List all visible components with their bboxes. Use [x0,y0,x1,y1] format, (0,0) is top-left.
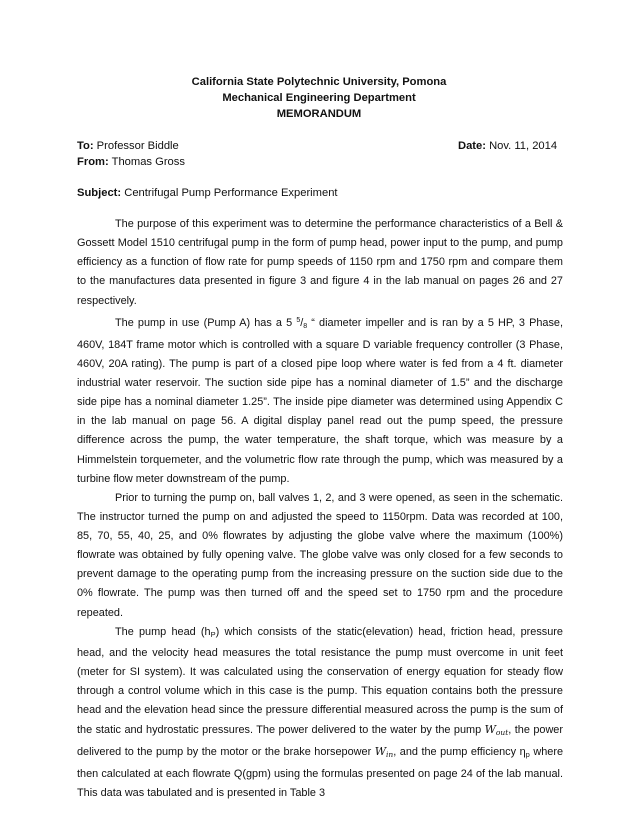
date-value: Nov. 11, 2014 [489,140,558,152]
paragraph-calc-text-a: The pump head (h [115,625,211,638]
date-line [458,138,557,154]
fraction-separator: / [300,316,304,329]
paragraph-pump-text-a: The pump in use (Pump A) has a 5 [115,316,293,329]
document-type: MEMORANDUM [276,108,362,120]
power-out-symbol [485,723,509,736]
university-name: California State Polytechnic University, Pomona [191,76,447,88]
power-in-letter: W [374,745,387,759]
power-in-symbol [375,745,394,758]
from-label: From: [77,156,109,168]
subject-value: Centrifugal Pump Performance Experiment [124,187,338,199]
pump-head-subscript: P [210,629,216,639]
paragraph-calc-text-c: , the power delivered to the pump by the motor or the brake horsepower [77,724,563,759]
fraction-numerator: 5 [296,316,301,324]
date-label: Date: [458,140,486,152]
to-label: To: [77,140,94,152]
paragraph-calc-text-b: ) which consists of the static(elevation) head, friction head, pressure head, and the velocity head measures the total resistance the pump must overcome in unit feet (meter for SI system). It was calculated using the conservation of energy equation for steady flow through a control volume which in this case is the pump. This equation contains both the pressure head and the elevation head since the pressure differential measured across the pump is the sum of the static and hydrostatic pressures. The power delivered to the water by the pump [77,625,563,737]
from-line [77,154,185,170]
fraction-denominator: 8 [303,322,308,330]
paragraph-calc-text-e: where then calculated at each flowrate Q(gpm) using the formulas presented on page 24 of the lab manual. This data was tabulated and is presented in Table 3 [77,746,564,799]
paragraph-pump-description [77,311,563,489]
paragraph-calculations [77,623,563,803]
to-value: Professor Biddle [96,140,179,152]
efficiency-subscript: p [525,750,530,760]
department-name: Mechanical Engineering Department [222,92,416,104]
paragraph-pump-text-b: “ diameter impeller and is ran by a 5 HP, 3 Phase, 460V, 184T frame motor which is controlled with a square D variable frequency controller (3 Phase, 460V, 20A rating). The pump is part of a closed pipe loop where water is fed from a 4 ft. diameter industrial water reservoir. The suction side pipe has a nominal diameter of 1.5” and the discharge side pipe has a nominal diameter 1.25”. The inside pipe diameter was determined using Appendix C in the lab manual on page 56. A digital display panel read out the pump speed, the pressure difference across the pump, the water temperature, the shaft torque, which was measure by a Himmelstein torquemeter, and the volumetric flow rate through the pump, which was measured by a turbine flow meter downstream of the pump. [77,316,564,485]
paragraph-purpose: The purpose of this experiment was to determine the performance characteristics of a Bell & Gossett Model 1510 centrifugal pump in the form of pump head, power input to the pump, and pump efficiency as a function of flow rate for pump speeds of 1150 rpm and 1750 rpm and compare them to the manufactures data presented in figure 3 and figure 4 in the lab manual on pages 26 and 27 respectively. [77,218,563,307]
subject-line [77,185,338,201]
memo-body [77,215,563,803]
paragraph-procedure: Prior to turning the pump on, ball valves 1, 2, and 3 were opened, as seen in the schematic. The instructor turned the pump on and adjusted the speed to 1150rpm. Data was recorded at 100, 85, 70, 55, 40, 25, and 0% flowrates by adjusting the globe valve where the maximum (100%) flowrate was obtained by fully opening valve. The globe valve was only closed for a few seconds to prevent damage to the operating pump from the increasing pressure on the suction side due to the 0% flowrate. The pump was then turned off and the speed set to 1750 rpm and the procedure repeated. [77,491,563,619]
power-out-letter: W [484,723,496,737]
power-in-subscript: in [386,750,394,760]
to-line [77,138,179,154]
paragraph-calc-text-d: , and the pump efficiency η [393,746,526,759]
from-value: Thomas Gross [111,156,185,168]
subject-label: Subject: [77,187,122,199]
power-out-subscript: out [495,728,509,738]
